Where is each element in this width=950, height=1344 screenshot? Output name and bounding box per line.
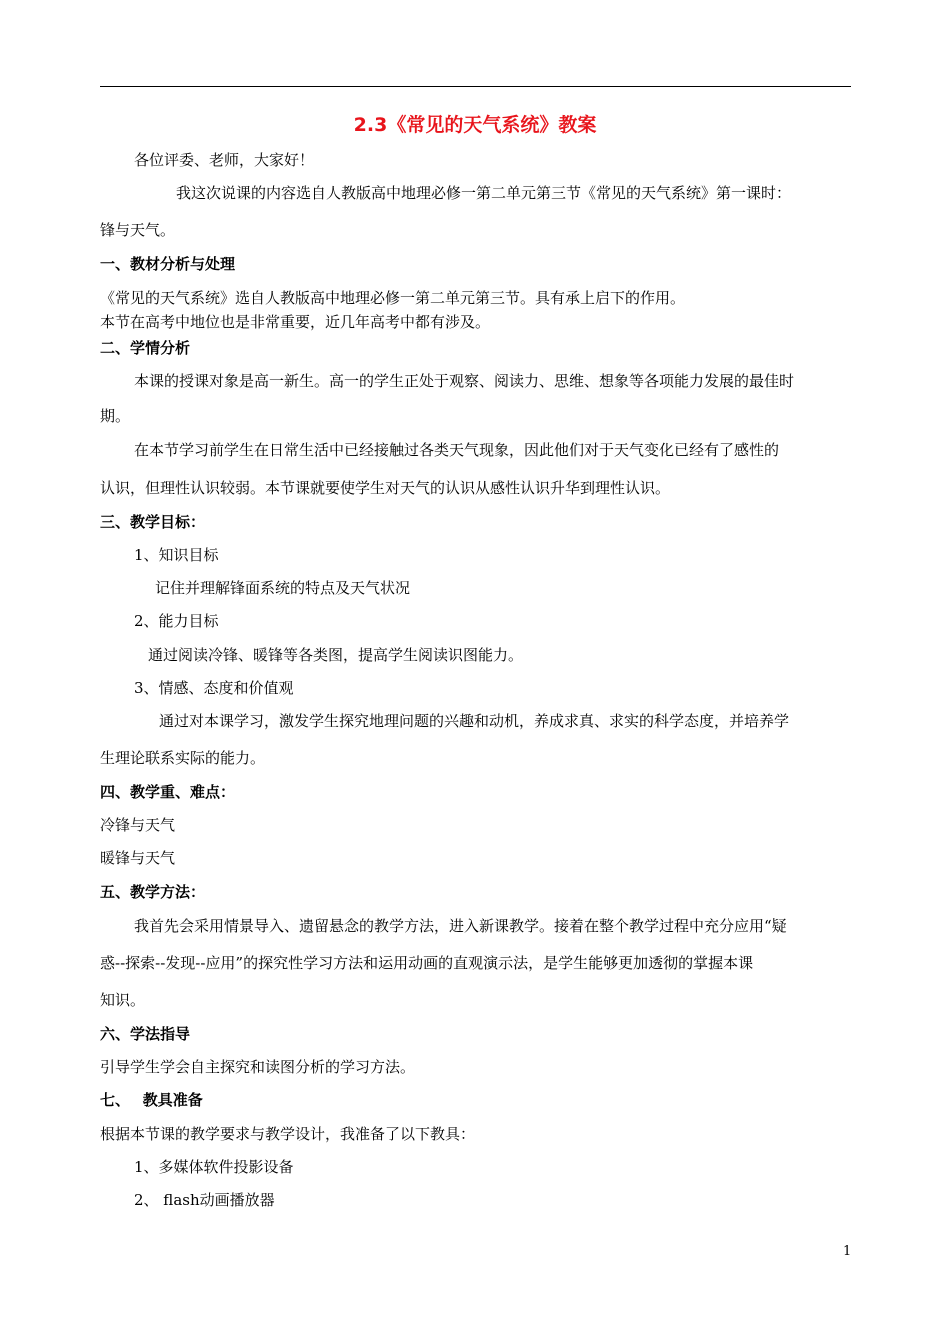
section-5-line-1: 我首先会采用情景导入、遗留悬念的教学方法，进入新课教学。接着在整个教学过程中充分应用“疑	[134, 917, 787, 935]
section-heading-6: 六、学法指导	[100, 1025, 191, 1043]
header-rule	[100, 86, 851, 87]
equipment-item-1: 1、多媒体软件投影设备	[134, 1158, 294, 1176]
section-1-line-1: 《常见的天气系统》选自人教版高中地理必修一第二单元第三节。具有承上启下的作用。	[100, 289, 686, 307]
section-7-line-1: 根据本节课的教学要求与教学设计，我准备了以下教具：	[100, 1125, 476, 1143]
greeting: 各位评委、老师，大家好！	[134, 151, 315, 169]
section-heading-4: 四、教学重、难点：	[100, 783, 236, 801]
equipment-item-2: 2、 flash动画播放器	[134, 1191, 275, 1209]
section-5-line-2: 惑--探索--发现--应用”的探究性学习方法和运用动画的直观演示法，是学生能够更加透彻的掌握本课	[100, 954, 754, 972]
goal-1-label: 1、知识目标	[134, 546, 219, 564]
goal-3-line-2: 生理论联系实际的能力。	[100, 749, 266, 767]
page-number: 1	[843, 1244, 852, 1259]
section-1-line-2: 本节在高考中地位也是非常重要，近几年高考中都有涉及。	[100, 313, 491, 331]
section-heading-2: 二、学情分析	[100, 339, 191, 357]
goal-3-label: 3、情感、态度和价值观	[134, 679, 294, 697]
section-2-p2-line-1: 在本节学习前学生在日常生活中已经接触过各类天气现象，因此他们对于天气变化已经有了感性的	[134, 441, 780, 459]
key-point-1: 冷锋与天气	[100, 816, 176, 834]
intro-line-1: 我这次说课的内容选自人教版高中地理必修一第二单元第三节《常见的天气系统》第一课时：	[176, 184, 792, 202]
goal-1-text: 记住并理解锋面系统的特点及天气状况	[155, 579, 411, 597]
document-title: 2.3《常见的天气系统》教案	[353, 114, 597, 136]
section-heading-1: 一、教材分析与处理	[100, 255, 236, 273]
goal-3-line-1: 通过对本课学习，激发学生探究地理问题的兴趣和动机，养成求真、求实的科学态度，并培养学	[159, 712, 790, 730]
section-2-p1-line-1: 本课的授课对象是高一新生。高一的学生正处于观察、阅读力、思维、想象等各项能力发展的最佳时	[134, 372, 795, 390]
section-2-p1-line-2: 期。	[100, 407, 131, 425]
section-6-line-1: 引导学生学会自主探究和读图分析的学习方法。	[100, 1058, 416, 1076]
section-5-line-3: 知识。	[100, 991, 146, 1009]
section-heading-7: 七、 教具准备	[100, 1091, 203, 1109]
section-heading-3: 三、教学目标：	[100, 513, 206, 531]
key-point-2: 暖锋与天气	[100, 849, 176, 867]
goal-2-text: 通过阅读冷锋、暖锋等各类图，提高学生阅读识图能力。	[148, 646, 524, 664]
intro-line-2: 锋与天气。	[100, 221, 176, 239]
section-2-p2-line-2: 认识，但理性认识较弱。本节课就要使学生对天气的认识从感性认识升华到理性认识。	[100, 479, 671, 497]
section-heading-5: 五、教学方法：	[100, 883, 206, 901]
goal-2-label: 2、能力目标	[134, 612, 219, 630]
